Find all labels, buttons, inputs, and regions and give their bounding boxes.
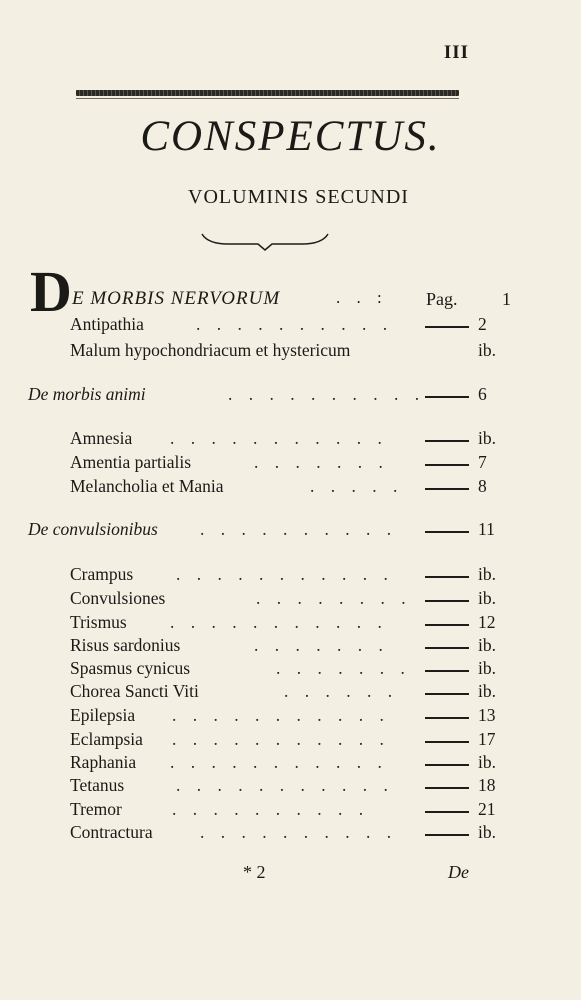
entry-row [0,476,581,502]
section-row [0,384,581,410]
leader-dash [425,717,469,719]
entry-label: Antipathia [70,314,144,334]
entry-label: Risus sardonius [70,635,181,655]
leader-dots: . . . . . . . . . . . [172,705,390,725]
heading-page-number: 1 [502,289,511,309]
entry-label: Amnesia [70,428,133,448]
entry-row [0,775,581,801]
leader-dots: . . . . . . . . [256,588,412,608]
leader-dots: . . . . . [310,476,404,496]
entry-page-number: 7 [478,452,487,472]
leader-dash [425,811,469,813]
heading-pag-label: Pag. [426,289,458,309]
entry-page-number: 13 [478,705,496,725]
entry-label: De convulsionibus [28,519,158,539]
entry-label: De morbis animi [28,384,146,404]
entry-label: Melancholia et Mania [70,476,224,496]
page-subtitle: VOLUMINIS SECUNDI [188,186,409,208]
entry-page-number: ib. [478,564,496,584]
leader-dots: . . . . . . . . . . . [170,428,388,448]
entry-label: Chorea Sancti Viti [70,681,199,701]
leader-dots: . . . . . . . . . . [228,384,426,404]
leader-dots: . . . . . . . . . . [196,314,394,334]
entry-page-number: 17 [478,729,496,749]
entry-page-number: 18 [478,775,496,795]
catchword: De [448,862,469,882]
entry-row [0,428,581,454]
leader-dots: . . . . . . . . . . . [170,752,388,772]
entry-page-number: 8 [478,476,487,496]
page-title: CONSPECTUS. [140,113,441,160]
leader-dash [425,396,469,398]
leader-dash [425,693,469,695]
entry-label: Raphania [70,752,137,772]
entry-row [0,314,581,340]
leader-dash [425,741,469,743]
leader-dots: . . . . . . . . . . . [176,775,394,795]
leader-dots: . . . . . . . [254,452,389,472]
top-rule-thin [76,98,459,99]
entry-page-number: 21 [478,799,496,819]
entry-row [0,564,581,590]
entry-label: Amentia partialis [70,452,192,472]
heading-dots: . . : [336,288,388,307]
leader-dash [425,624,469,626]
leader-dash [425,834,469,836]
section-row [0,519,581,545]
top-rule [76,90,459,96]
leader-dash [425,600,469,602]
leader-dash [425,488,469,490]
drop-cap: D [30,259,72,324]
leader-dots: . . . . . . . . . . [172,799,370,819]
leader-dots: . . . . . . . . . . [200,822,398,842]
leader-dots: . . . . . . . . . . . [172,729,390,749]
leader-dots: . . . . . . . [254,635,389,655]
signature-mark: * 2 [243,862,266,882]
entry-label: Tetanus [70,775,125,795]
entry-page-number: ib. [478,752,496,772]
entry-page-number: 6 [478,384,487,404]
entry-page-number: ib. [478,658,496,678]
ornament-divider [198,230,332,252]
leader-dots: . . . . . . . . . . . [176,564,394,584]
leader-dots: . . . . . . . [276,658,411,678]
entry-row [0,340,581,366]
entry-page-number: 2 [478,314,487,334]
entry-page-number: 12 [478,612,496,632]
leader-dash [425,531,469,533]
leader-dots: . . . . . . [284,681,399,701]
entry-label: Contractura [70,822,153,842]
leader-dash [425,764,469,766]
entry-row [0,822,581,848]
entry-row [0,705,581,731]
entry-label: Epilepsia [70,705,136,725]
entry-row [0,681,581,707]
page-folio: III [443,42,469,63]
entry-row [0,588,581,614]
entry-label: Trismus [70,612,127,632]
leader-dash [425,647,469,649]
entry-label: Convulsiones [70,588,166,608]
entry-page-number: ib. [478,340,496,360]
leader-dots: . . . . . . . . . . [200,519,398,539]
leader-dash [425,440,469,442]
leader-dash [425,576,469,578]
entry-page-number: ib. [478,588,496,608]
entry-label: Crampus [70,564,134,584]
entry-label: Spasmus cynicus [70,658,191,678]
entry-page-number: ib. [478,428,496,448]
leader-dash [425,670,469,672]
entry-page-number: ib. [478,635,496,655]
leader-dash [425,787,469,789]
entry-label: Eclampsia [70,729,143,749]
heading-title: E MORBIS NERVORUM [72,288,281,309]
leader-dash [425,326,469,328]
entry-row [0,452,581,478]
entry-page-number: ib. [478,822,496,842]
entry-page-number: 11 [478,519,495,539]
entry-label: Tremor [70,799,122,819]
entry-label: Malum hypochondriacum et hystericum [70,340,351,360]
entry-page-number: ib. [478,681,496,701]
leader-dots: . . . . . . . . . . . [170,612,388,632]
leader-dash [425,464,469,466]
